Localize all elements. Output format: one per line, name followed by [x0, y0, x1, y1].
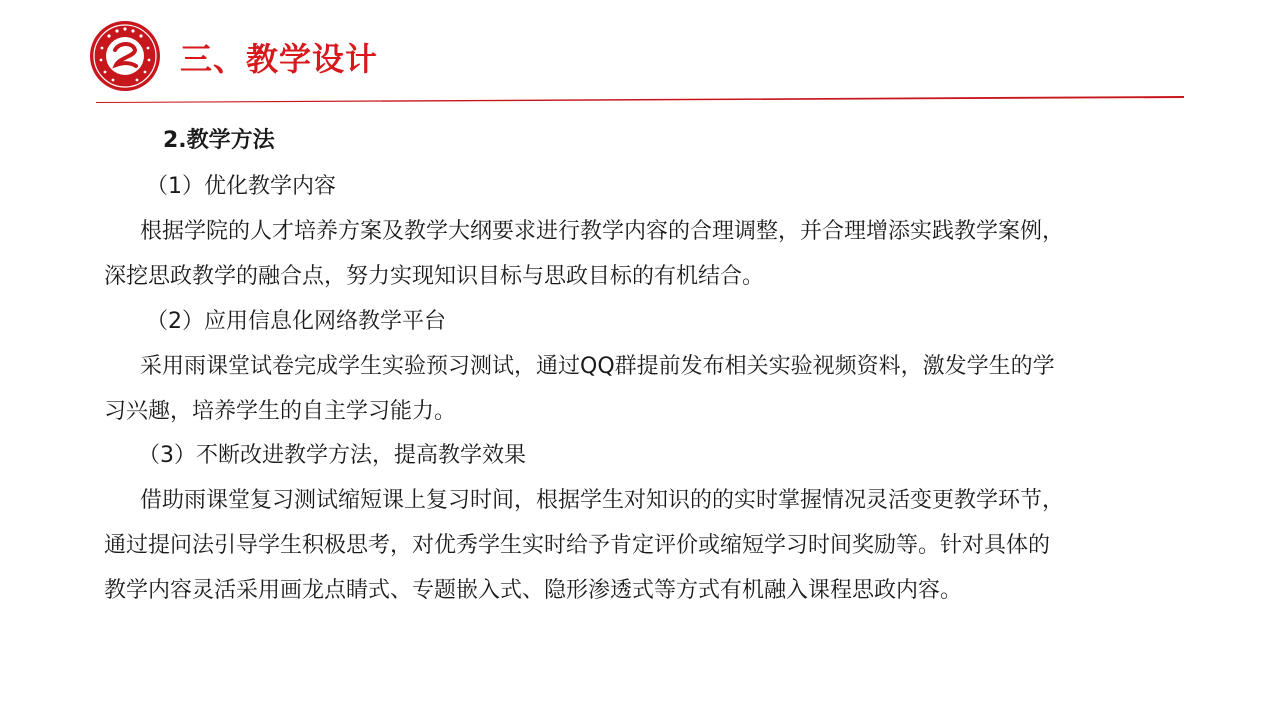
- paragraph-line: 习兴趣，培养学生的自主学习能力。: [104, 399, 457, 424]
- paragraph-line: 深挖思政教学的融合点，努力实现知识目标与思政目标的有机结合。: [104, 264, 765, 289]
- slide-title: 三、教学设计: [180, 40, 379, 78]
- section-heading: 2.教学方法: [163, 128, 275, 153]
- item-heading-2: （2）应用信息化网络教学平台: [146, 309, 446, 334]
- paragraph-line: 根据学院的人才培养方案及教学大纲要求进行教学内容的合理调整，并合理增添实践教学案例，: [140, 219, 1065, 244]
- paragraph-line: 通过提问法引导学生积极思考，对优秀学生实时给予肯定评价或缩短学习时间奖励等。针对具体的: [104, 533, 1051, 558]
- item-heading-1: （1）优化教学内容: [146, 174, 336, 199]
- item-heading-3: （3）不断改进教学方法，提高教学效果: [138, 443, 526, 468]
- paragraph-line: 借助雨课堂复习测试缩短课上复习时间，根据学生对知识的的实时掌握情况灵活变更教学环节，: [140, 488, 1065, 513]
- paragraph-line: 教学内容灵活采用画龙点睛式、专题嵌入式、隐形渗透式等方式有机融入课程思政内容。: [104, 578, 963, 603]
- paragraph-line: 采用雨课堂试卷完成学生实验预习测试，通过QQ群提前发布相关实验视频资料，激发学生的学: [140, 354, 1055, 379]
